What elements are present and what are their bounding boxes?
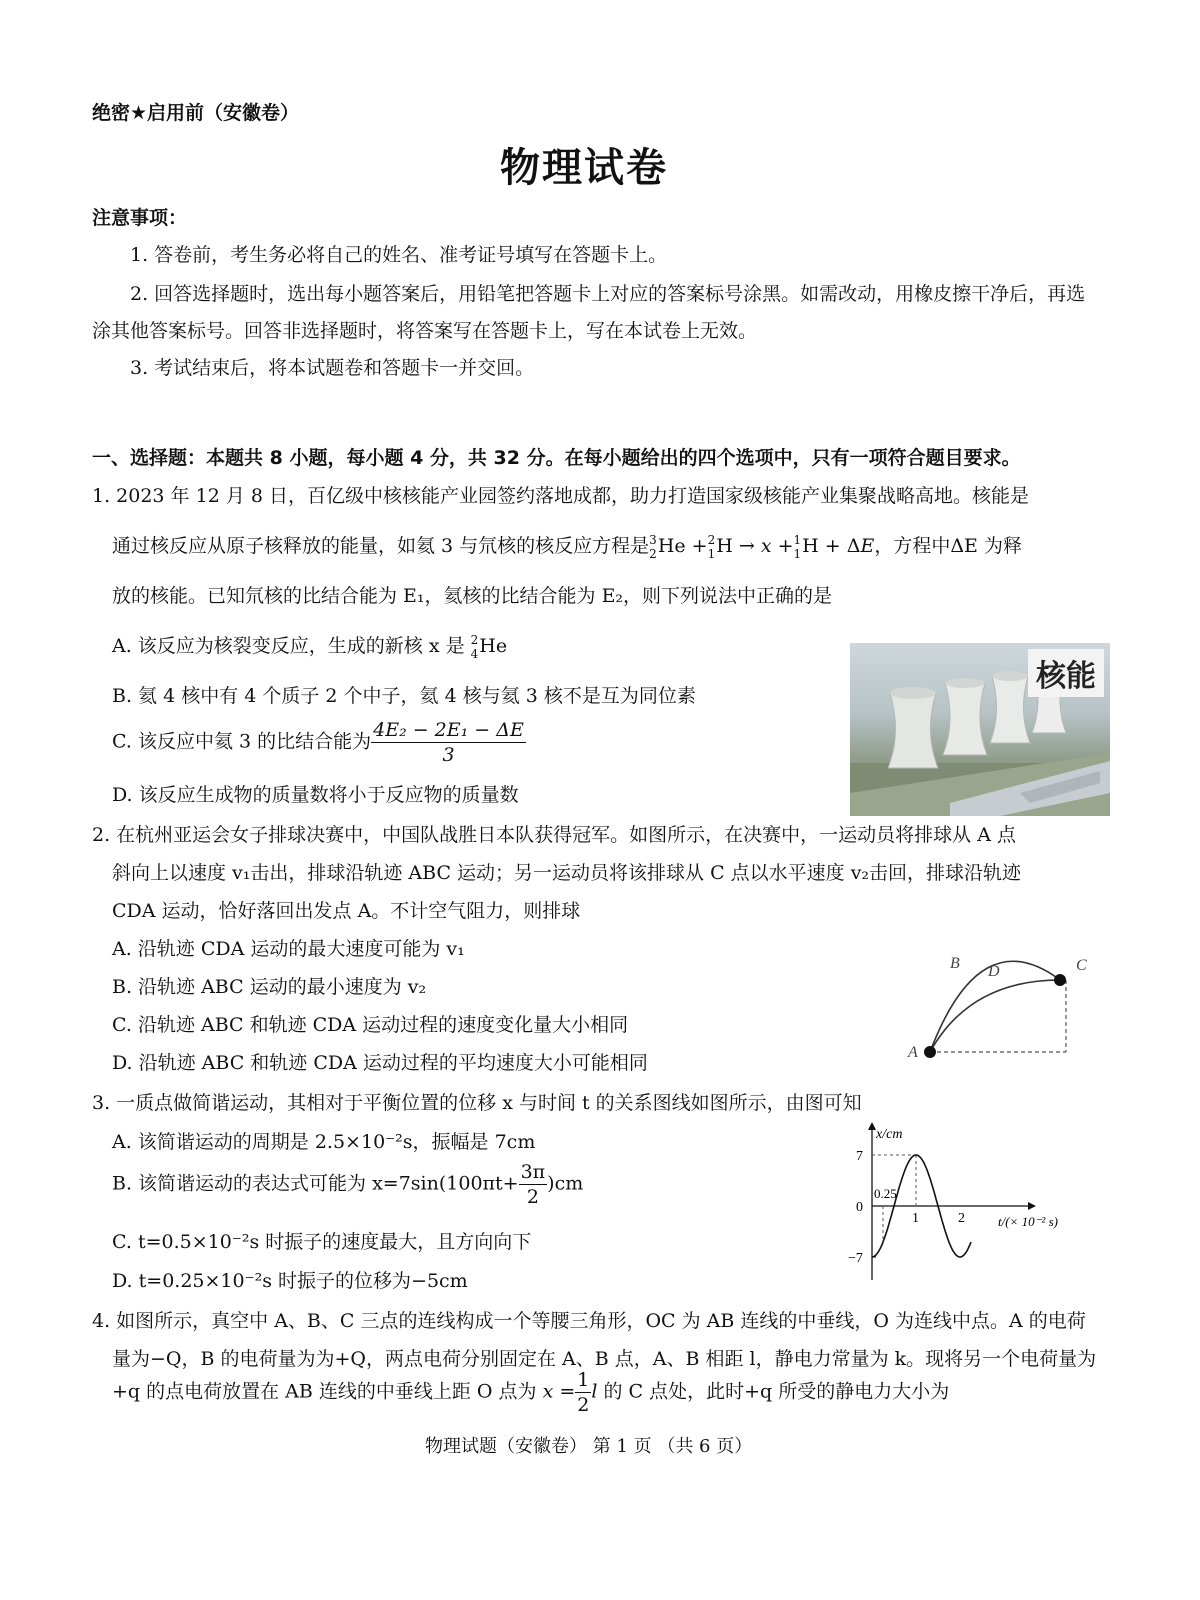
tick-0: 0 <box>856 1200 863 1215</box>
point-c <box>1054 974 1066 986</box>
q1-option-c <box>112 718 526 767</box>
x-axis-arrow <box>1028 1202 1036 1210</box>
q1-option-b: B. 氦 4 核中有 4 个质子 2 个中子，氦 4 核与氦 3 核不是互为同位素 <box>112 685 696 707</box>
q4-line3-tail: 的 C 点处，此时+q 所受的静电力大小为 <box>603 1380 950 1403</box>
q1-option-c-text: C. 该反应中氦 3 的比结合能为 <box>112 730 372 753</box>
q1-line2-text: 通过核反应从原子核释放的能量，如氦 3 与氘核的核反应方程是 <box>112 535 650 557</box>
trajectory-cda <box>930 980 1060 1052</box>
q4-frac-numerator: 1 <box>577 1369 590 1391</box>
q4-line1: 4. 如图所示，真空中 A、B、C 三点的连线构成一个等腰三角形，OC 为 AB 连线的中垂线，O 为连线中点。A 的电荷 <box>92 1310 1086 1332</box>
point-a <box>924 1046 936 1058</box>
q2-option-a: A. 沿轨迹 CDA 运动的最大速度可能为 v₁ <box>112 938 465 960</box>
y-axis-label: x/cm <box>876 1127 903 1142</box>
q3-option-b-denominator: 2 <box>526 1186 539 1208</box>
q2-option-b: B. 沿轨迹 ABC 运动的最小速度为 v₂ <box>112 976 427 998</box>
q1-option-c-denominator: 3 <box>442 744 455 766</box>
x-axis-label: t/(× 10⁻² s) <box>998 1214 1058 1229</box>
q2-line2: 斜向上以速度 v₁击出，排球沿轨迹 ABC 运动；另一运动员将该排球从 C 点以水平速度 v₂击回，排球沿轨迹 <box>112 862 1022 884</box>
notice-item-2: 2. 回答选择题时，选出每小题答案后，用铅笔把答题卡上对应的答案标号涂黑。如需改动，用橡皮擦干净后，再选涂其他答案标号。回答非选择题时，将答案写在答题卡上，写在本试卷上无效。 <box>92 283 1086 342</box>
page-title: 物理试卷 <box>500 145 668 191</box>
q3-line1: 3. 一质点做简谐运动，其相对于平衡位置的位移 x 与时间 t 的关系图线如图所示，由图可知 <box>92 1092 862 1114</box>
section-heading: 一、选择题：本题共 8 小题，每小题 4 分，共 32 分。在每小题给出的四个选项中，只有一项符合题目要求。 <box>92 447 1021 469</box>
q3-option-b <box>112 1160 583 1209</box>
tick-1: 1 <box>912 1211 919 1226</box>
q2-option-c: C. 沿轨迹 ABC 和轨迹 CDA 运动过程的速度变化量大小相同 <box>112 1014 629 1036</box>
notice-item-1: 1. 答卷前，考生务必将自己的姓名、准考证号填写在答题卡上。 <box>130 244 668 266</box>
q3-option-b-tail: )cm <box>547 1172 584 1195</box>
q4-line2: 量为−Q，B 的电荷量为为+Q，两点电荷分别固定在 A、B 点，A、B 相距 l，静电力常量为 k。现将另一个电荷量为 <box>112 1348 1097 1370</box>
volleyball-trajectory-figure <box>880 940 1110 1080</box>
photo-badge: 核能 <box>1028 649 1104 697</box>
q2-line3: CDA 运动，恰好落回出发点 A。不计空气阻力，则排球 <box>112 900 581 922</box>
q1-option-a: A. 该反应为核裂变反应，生成的新核 x 是 2 4He <box>112 633 508 661</box>
nuclear-plant-photo <box>850 643 1110 816</box>
label-b: B <box>950 955 960 972</box>
q1-line1: 1. 2023 年 12 月 8 日，百亿级中核核能产业园签约落地成都，助力打造国家级核能产业集聚战略高地。核能是 <box>92 485 1029 507</box>
q1-equation: 3 2He +2 1H → x +1 1H + ΔE <box>649 533 875 561</box>
page-footer: 物理试题（安徽卷） 第 1 页 （共 6 页） <box>425 1436 753 1457</box>
q4-x-symbol: x = <box>542 1380 576 1403</box>
q4-l-symbol: l <box>591 1380 598 1403</box>
q3-option-a: A. 该简谐运动的周期是 2.5×10⁻²s，振幅是 7cm <box>112 1131 536 1153</box>
shm-graph <box>846 1120 1100 1288</box>
q1-line2-tail: ，方程中ΔE 为释 <box>874 535 1022 557</box>
q3-option-c: C. t=0.5×10⁻²s 时振子的速度最大，且方向向下 <box>112 1231 532 1253</box>
q1-option-a-text: A. 该反应为核裂变反应，生成的新核 x 是 <box>112 635 465 657</box>
tick-2: 2 <box>958 1211 965 1226</box>
label-d: D <box>988 963 1000 980</box>
q2-line1: 2. 在杭州亚运会女子排球决赛中，中国队战胜日本队获得冠军。如图所示，在决赛中，一运动员将排球从 A 点 <box>92 824 1016 846</box>
tick-neg7: −7 <box>848 1251 863 1266</box>
tick-025: 0.25 <box>874 1186 897 1201</box>
q1-line2 <box>112 531 1022 561</box>
tick-7: 7 <box>856 1149 863 1164</box>
q3-option-b-text: B. 该简谐运动的表达式可能为 x=7sin(100πt+ <box>112 1172 519 1195</box>
q4-line3-text: +q 的点电荷放置在 AB 连线的中垂线上距 O 点为 <box>112 1380 537 1403</box>
y-axis-arrow <box>868 1122 876 1130</box>
q3-option-d: D. t=0.25×10⁻²s 时振子的位移为−5cm <box>112 1270 468 1292</box>
q1-line3: 放的核能。已知氘核的比结合能为 E₁，氦核的比结合能为 E₂，则下列说法中正确的是 <box>112 585 833 607</box>
q1-option-d: D. 该反应生成物的质量数将小于反应物的质量数 <box>112 784 519 806</box>
label-a: A <box>908 1044 918 1061</box>
secret-tag: 绝密★启用前（安徽卷） <box>92 102 300 124</box>
notice-item-3: 3. 考试结束后，将本试题卷和答题卡一并交回。 <box>130 357 535 379</box>
label-c: C <box>1076 957 1087 974</box>
notice-heading: 注意事项： <box>92 207 188 229</box>
q4-line3 <box>112 1368 949 1417</box>
q3-option-b-numerator: 3π <box>520 1161 546 1183</box>
q4-frac-denominator: 2 <box>577 1394 590 1416</box>
q2-option-d: D. 沿轨迹 ABC 和轨迹 CDA 运动过程的平均速度大小可能相同 <box>112 1052 648 1074</box>
q1-option-c-numerator: 4E₂ − 2E₁ − ΔE <box>373 719 524 741</box>
